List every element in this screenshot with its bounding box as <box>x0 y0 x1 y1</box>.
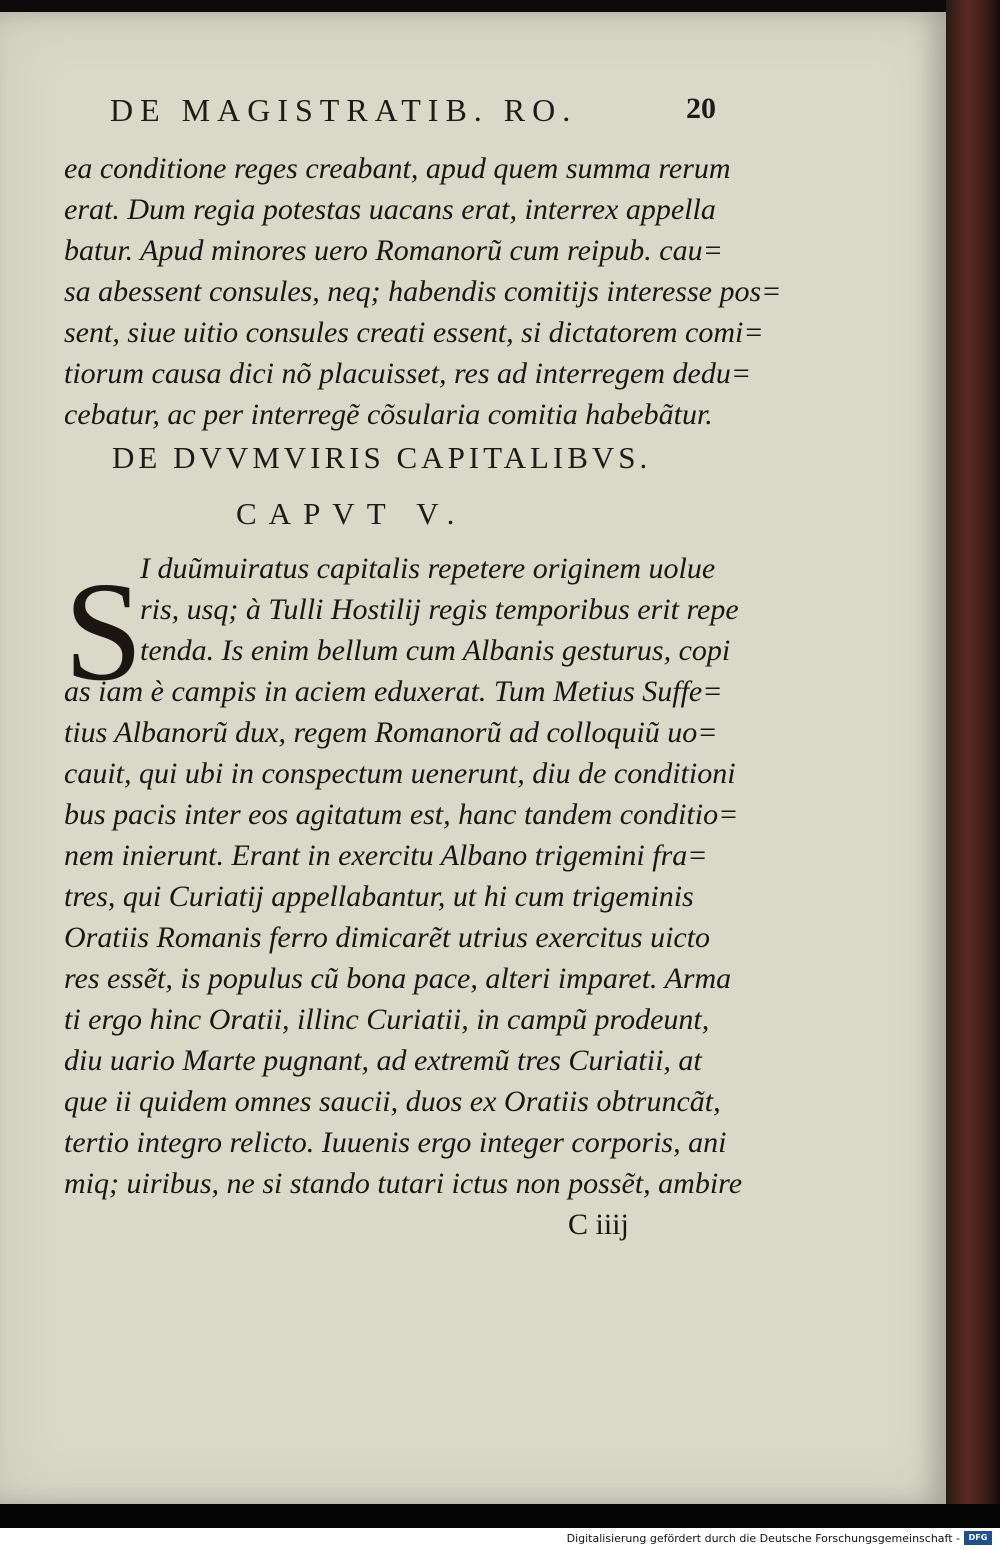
text-line: cebatur, ac per interregẽ cõsularia comitia habebãtur. <box>64 398 713 431</box>
text-line: ti ergo hinc Oratii, illinc Curiatii, in campũ prodeunt, <box>64 1003 710 1036</box>
text-line: miq; uiribus, ne si stando tutari ictus non possẽt, ambire <box>64 1167 743 1200</box>
page-number: 20 <box>686 92 716 125</box>
scan-bottom-band <box>0 1504 1000 1528</box>
text-line: erat. Dum regia potestas uacans erat, interrex appella <box>64 193 716 226</box>
text-line: tius Albanorũ dux, regem Romanorũ ad colloquiũ uo= <box>64 716 718 749</box>
text-line: bus pacis inter eos agitatum est, hanc tandem conditio= <box>64 798 739 831</box>
text-line: Oratiis Romanis ferro dimicarẽt utrius exercitus uicto <box>64 921 711 954</box>
funding-credit: Digitalisierung gefördert durch die Deutsche Forschungsgemeinschaft - <box>566 1532 960 1545</box>
text-line: I duũmuiratus capitalis repetere originem uolue <box>140 552 716 585</box>
text-line: tiorum causa dici nõ placuisset, res ad interregem dedu= <box>64 357 752 390</box>
book-page <box>0 12 946 1504</box>
chapter-heading: CAPVT V. <box>236 496 467 531</box>
text-line: sa abessent consules, neq; habendis comitijs interesse pos= <box>64 275 782 308</box>
text-line: as iam è campis in aciem eduxerat. Tum Metius Suffe= <box>64 675 723 708</box>
book-fore-edge <box>946 0 1000 1504</box>
text-line: tres, qui Curiatij appellabantur, ut hi cum trigeminis <box>64 880 694 913</box>
section-title: DE DVVMVIRIS CAPITALIBVS. <box>112 440 652 475</box>
text-line: diu uario Marte pugnant, ad extremũ tres Curiatii, at <box>64 1044 702 1077</box>
text-line: cauit, qui ubi in conspectum uenerunt, diu de conditioni <box>64 757 736 790</box>
text-line: que ii quidem omnes saucii, duos ex Oratiis obtruncãt, <box>64 1085 721 1118</box>
text-line: ris, usq; à Tulli Hostilij regis temporibus erit repe <box>140 593 739 626</box>
text-line: ea conditione reges creabant, apud quem summa rerum <box>64 152 731 185</box>
text-line: tenda. Is enim bellum cum Albanis gesturus, copi <box>140 634 731 667</box>
drop-cap-initial: S <box>64 552 143 710</box>
signature-mark: C iiij <box>568 1208 629 1241</box>
text-line: res essẽt, is populus cũ bona pace, alteri imparet. Arma <box>64 962 732 995</box>
footer-bar <box>0 1528 1000 1549</box>
running-head: DE MAGISTRATIB. RO. <box>110 92 578 128</box>
text-line: nem inierunt. Erant in exercitu Albano trigemini fra= <box>64 839 708 872</box>
text-line: tertio integro relicto. Iuuenis ergo integer corporis, ani <box>64 1126 727 1159</box>
text-line: sent, siue uitio consules creati essent, si dictatorem comi= <box>64 316 764 349</box>
text-line: batur. Apud minores uero Romanorũ cum reipub. cau= <box>64 234 723 267</box>
dfg-logo-icon: DFG <box>964 1531 992 1545</box>
